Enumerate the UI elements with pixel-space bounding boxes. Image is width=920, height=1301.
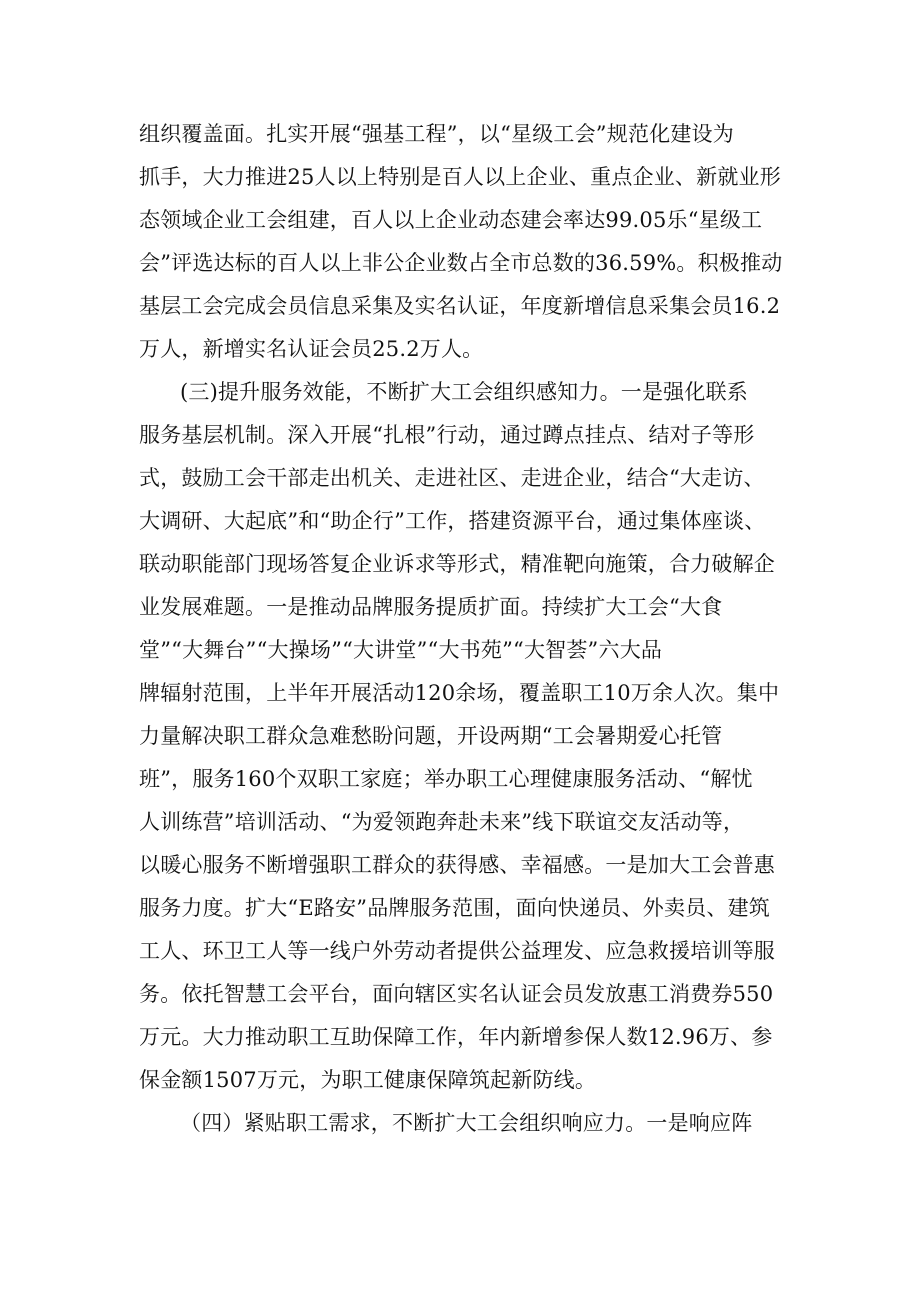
section-heading-3: (三)提升服务效能，不断扩大工会组织感知力。一是强化联系 — [180, 380, 748, 404]
text-line: 态领域企业工会组建，百人以上企业动态建会率达99.05乐“星级工 — [139, 208, 763, 232]
text-line: 工人、环卫工人等一线户外劳动者提供公益理发、应急救援培训等服 — [139, 939, 775, 963]
text-line: 保金额1507万元，为职工健康保障筑起新防线。 — [139, 1068, 597, 1092]
text-line: 牌辐射范围，上半年开展活动120余场，覆盖职工10万余人次。集中 — [139, 681, 780, 705]
text-line: 联动职能部门现场答复企业诉求等形式，精准靶向施策，合力破解企 — [139, 552, 775, 576]
text-line: 组织覆盖面。扎实开展“强基工程”，以“星级工会”规范化建设为 — [139, 122, 734, 146]
text-line: 基层工会完成会员信息采集及实名认证，年度新增信息采集会员16.2 — [139, 294, 781, 318]
text-line: 以暖心服务不断增强职工群众的获得感、幸福感。一是加大工会普惠 — [139, 853, 775, 877]
text-line: 班”，服务160个双职工家庭；举办职工心理健康服务活动、“解忧 — [139, 767, 753, 791]
text-line: 服务力度。扩大“E路安”品牌服务范围，面向快递员、外卖员、建筑 — [139, 896, 770, 920]
text-line: 抓手，大力推进25人以上特别是百人以上企业、重点企业、新就业形 — [139, 165, 781, 189]
text-line: 堂”“大舞台”“大操场”“大讲堂”“大书苑”“大智荟”六大品 — [139, 638, 663, 662]
text-line: 万人，新增实名认证会员25.2万人。 — [139, 337, 484, 361]
text-line: 大调研、大起底”和“助企行”工作，搭建资源平台，通过集体座谈、 — [139, 509, 766, 533]
section-heading-4: （四）紧贴职工需求，不断扩大工会组织响应力。一是响应阵 — [180, 1111, 753, 1135]
text-line: 务。依托智慧工会平台，面向辖区实名认证会员发放惠工消费券550 — [139, 982, 774, 1006]
text-line: 力量解决职工群众急难愁盼问题，开设两期“工会暑期爱心托管 — [139, 724, 723, 748]
text-line: 式，鼓励工会干部走出机关、走进社区、走进企业，结合“大走访、 — [139, 466, 765, 490]
text-line: 业发展难题。一是推动品牌服务提质扩面。持续扩大工会“大食 — [139, 595, 723, 619]
text-line: 会”评选达标的百人以上非公企业数占全市总数的36.59%。积极推动 — [139, 251, 783, 275]
text-line: 服务基层机制。深入开展“扎根”行动，通过蹲点挂点、结对子等形 — [139, 423, 755, 447]
text-line: 人训练营”培训活动、“为爱领跑奔赴未来”线下联谊交友活动等， — [139, 810, 745, 834]
text-line: 万元。大力推动职工互助保障工作，年内新增参保人数12.96万、参 — [139, 1025, 773, 1049]
